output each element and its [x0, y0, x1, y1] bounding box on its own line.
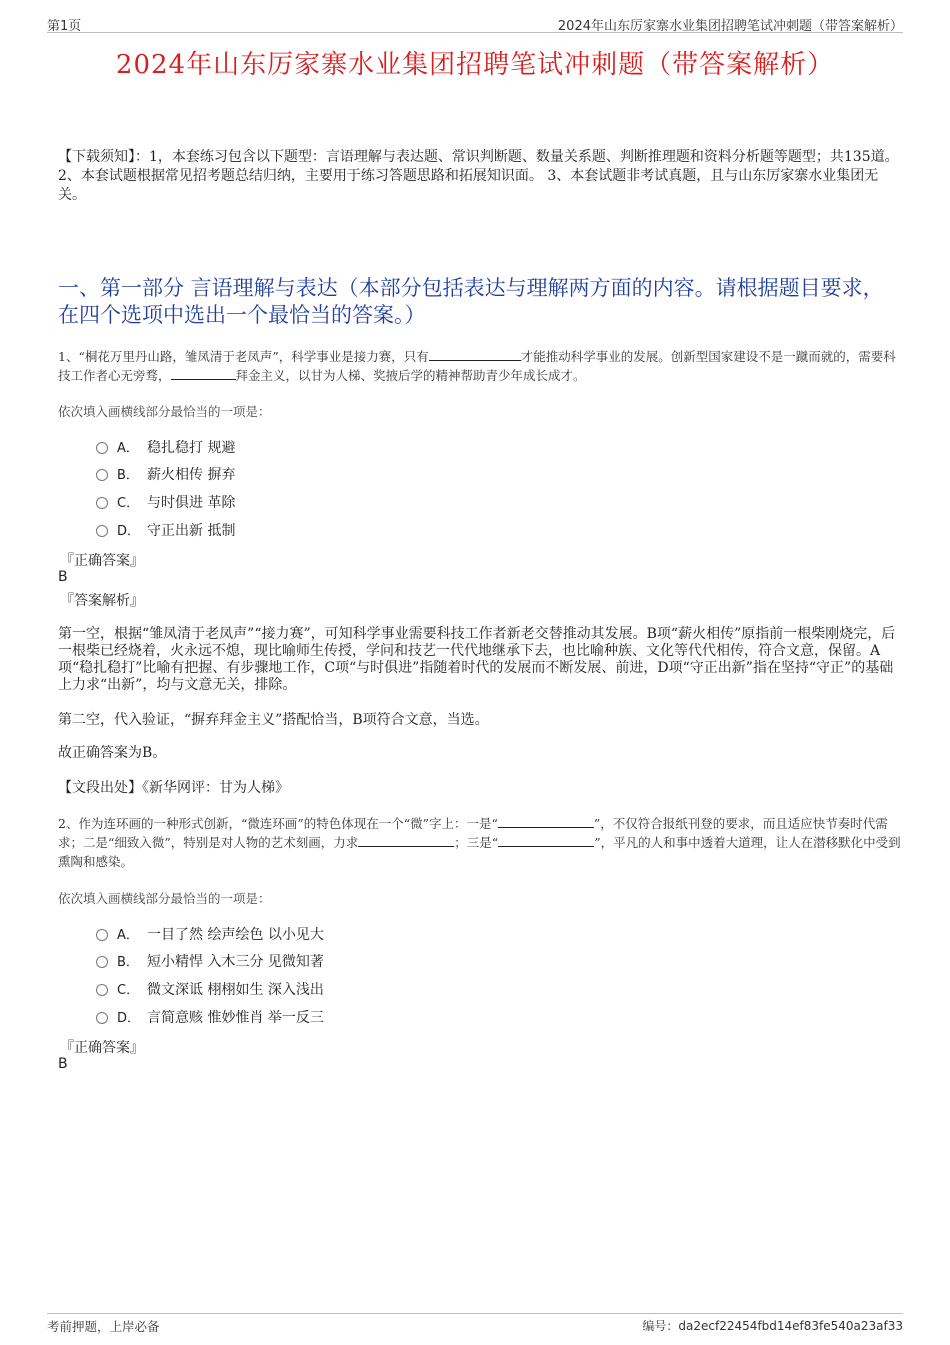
- fill-blank: [498, 833, 594, 847]
- question-2-option-b[interactable]: B． 短小精悍 入木三分 见微知著: [96, 951, 324, 971]
- source-citation: 【文段出处】《新华网评：甘为人梯》: [58, 780, 289, 796]
- question-2-prompt: 依次填入画横线部分最恰当的一项是：: [58, 891, 271, 906]
- answer-value: B: [58, 569, 68, 585]
- question-1-text: [58, 347, 903, 385]
- radio-icon[interactable]: [96, 525, 108, 537]
- question-1-option-a[interactable]: A． 稳扎稳打 规避: [96, 437, 235, 457]
- radio-icon[interactable]: [96, 469, 108, 481]
- analysis-paragraph: 故正确答案为B。: [58, 745, 167, 761]
- section-title: 一、第一部分 言语理解与表达（本部分包括表达与理解两方面的内容。请根据题目要求，在四个选项中选出一个最恰当的答案。）: [58, 276, 884, 327]
- question-1-option-c[interactable]: C． 与时俱进 革除: [96, 492, 235, 512]
- analysis-paragraph: 第二空，代入验证，“摒弃拜金主义”搭配恰当，B项符合文意，当选。: [58, 712, 489, 728]
- page-title: 2024年山东厉家寨水业集团招聘笔试冲刺题（带答案解析）: [115, 50, 835, 80]
- header-doc-title: 2024年山东厉家寨水业集团招聘笔试冲刺题（带答案解析）: [557, 19, 903, 34]
- question-1-part: 1、“桐花万里丹山路，雏凤清于老凤声”，科学事业是接力赛，只有: [58, 349, 429, 364]
- analysis-paragraph: 第一空，根据“雏凤清于老凤声”“接力赛”，可知科学事业需要科技工作者新老交替推动其发展。B项“薪火相传”原指前一根柴刚烧完，后一根柴已经烧着，火永远不熄，现比喻师生传授，学问和技艺一代代地继承下去，也比喻种族、文化等代代相传，符合文意，保留。A项“稳扎稳打”比喻有把握、有步骤地工作，C项“与时俱进”指随着时代的发展而不断发展、前进，D项“守正出新”指在坚持“守正”的基础上力求“出新”，均与文意无关，排除。: [58, 626, 896, 693]
- fill-blank: [429, 347, 521, 361]
- question-1-part: 拜金主义，以甘为人梯、奖掖后学的精神帮助青少年成长成才。: [235, 368, 586, 383]
- footer-slogan: 考前押题，上岸必备: [47, 1319, 160, 1334]
- question-2-part: ”，平凡的人和事中透着大道理，让人在潜移默化中受到熏陶和感染。: [58, 835, 901, 869]
- question-2-text: [58, 814, 903, 871]
- radio-icon[interactable]: [96, 497, 108, 509]
- radio-icon[interactable]: [96, 442, 108, 454]
- fill-blank: [171, 366, 236, 380]
- question-1-option-d[interactable]: D． 守正出新 抵制: [96, 520, 235, 540]
- question-1-part: 才能推动科学事业的发展。创新型国家建设不是一蹴而就的，需要科技工作者心无旁骛，: [58, 349, 896, 383]
- footer-code: 编号：da2ecf22454fbd14ef83fe540a23af33: [642, 1319, 903, 1333]
- fill-blank: [358, 833, 454, 847]
- page-footer: [47, 1313, 903, 1332]
- question-2-option-d[interactable]: D． 言简意赅 惟妙惟肖 举一反三: [96, 1007, 324, 1027]
- radio-icon[interactable]: [96, 956, 108, 968]
- question-2-part: ；三是“: [454, 835, 499, 850]
- radio-icon[interactable]: [96, 1012, 108, 1024]
- radio-icon[interactable]: [96, 929, 108, 941]
- radio-icon[interactable]: [96, 984, 108, 996]
- question-2-option-a[interactable]: A． 一目了然 绘声绘色 以小见大: [96, 924, 324, 944]
- question-2-part: ”，不仅符合报纸刊登的要求，而且适应快节奏时代需求；二是“细致入微”，特别是对人物的艺术刻画，力求: [58, 816, 888, 850]
- download-notice: 【下载须知】：1，本套练习包含以下题型：言语理解与表达题、常识判断题、数量关系题、判断推理题和资料分析题等题型；共135道。 2、本套试题根据常见招考题总结归纳，主要用于练习答题思路和拓展知识面。 3、本套试题非考试真题，且与山东厉家寨水业集团无关。: [58, 149, 899, 203]
- fill-blank: [498, 814, 594, 828]
- question-2-option-c[interactable]: C． 微文深诋 栩栩如生 深入浅出: [96, 979, 324, 999]
- analysis-tag: 『答案解析』: [60, 593, 144, 609]
- answer-value: B: [58, 1056, 68, 1072]
- answer-tag: 『正确答案』: [60, 553, 144, 569]
- page-number: 第1页: [47, 19, 82, 34]
- question-1-option-b[interactable]: B． 薪火相传 摒弃: [96, 464, 235, 484]
- question-1-prompt: 依次填入画横线部分最恰当的一项是：: [58, 404, 271, 419]
- answer-tag: 『正确答案』: [60, 1040, 144, 1056]
- question-2-part: 2、作为连环画的一种形式创新，“微连环画”的特色体现在一个“微”字上：一是“: [58, 816, 498, 831]
- page-header: [47, 14, 903, 33]
